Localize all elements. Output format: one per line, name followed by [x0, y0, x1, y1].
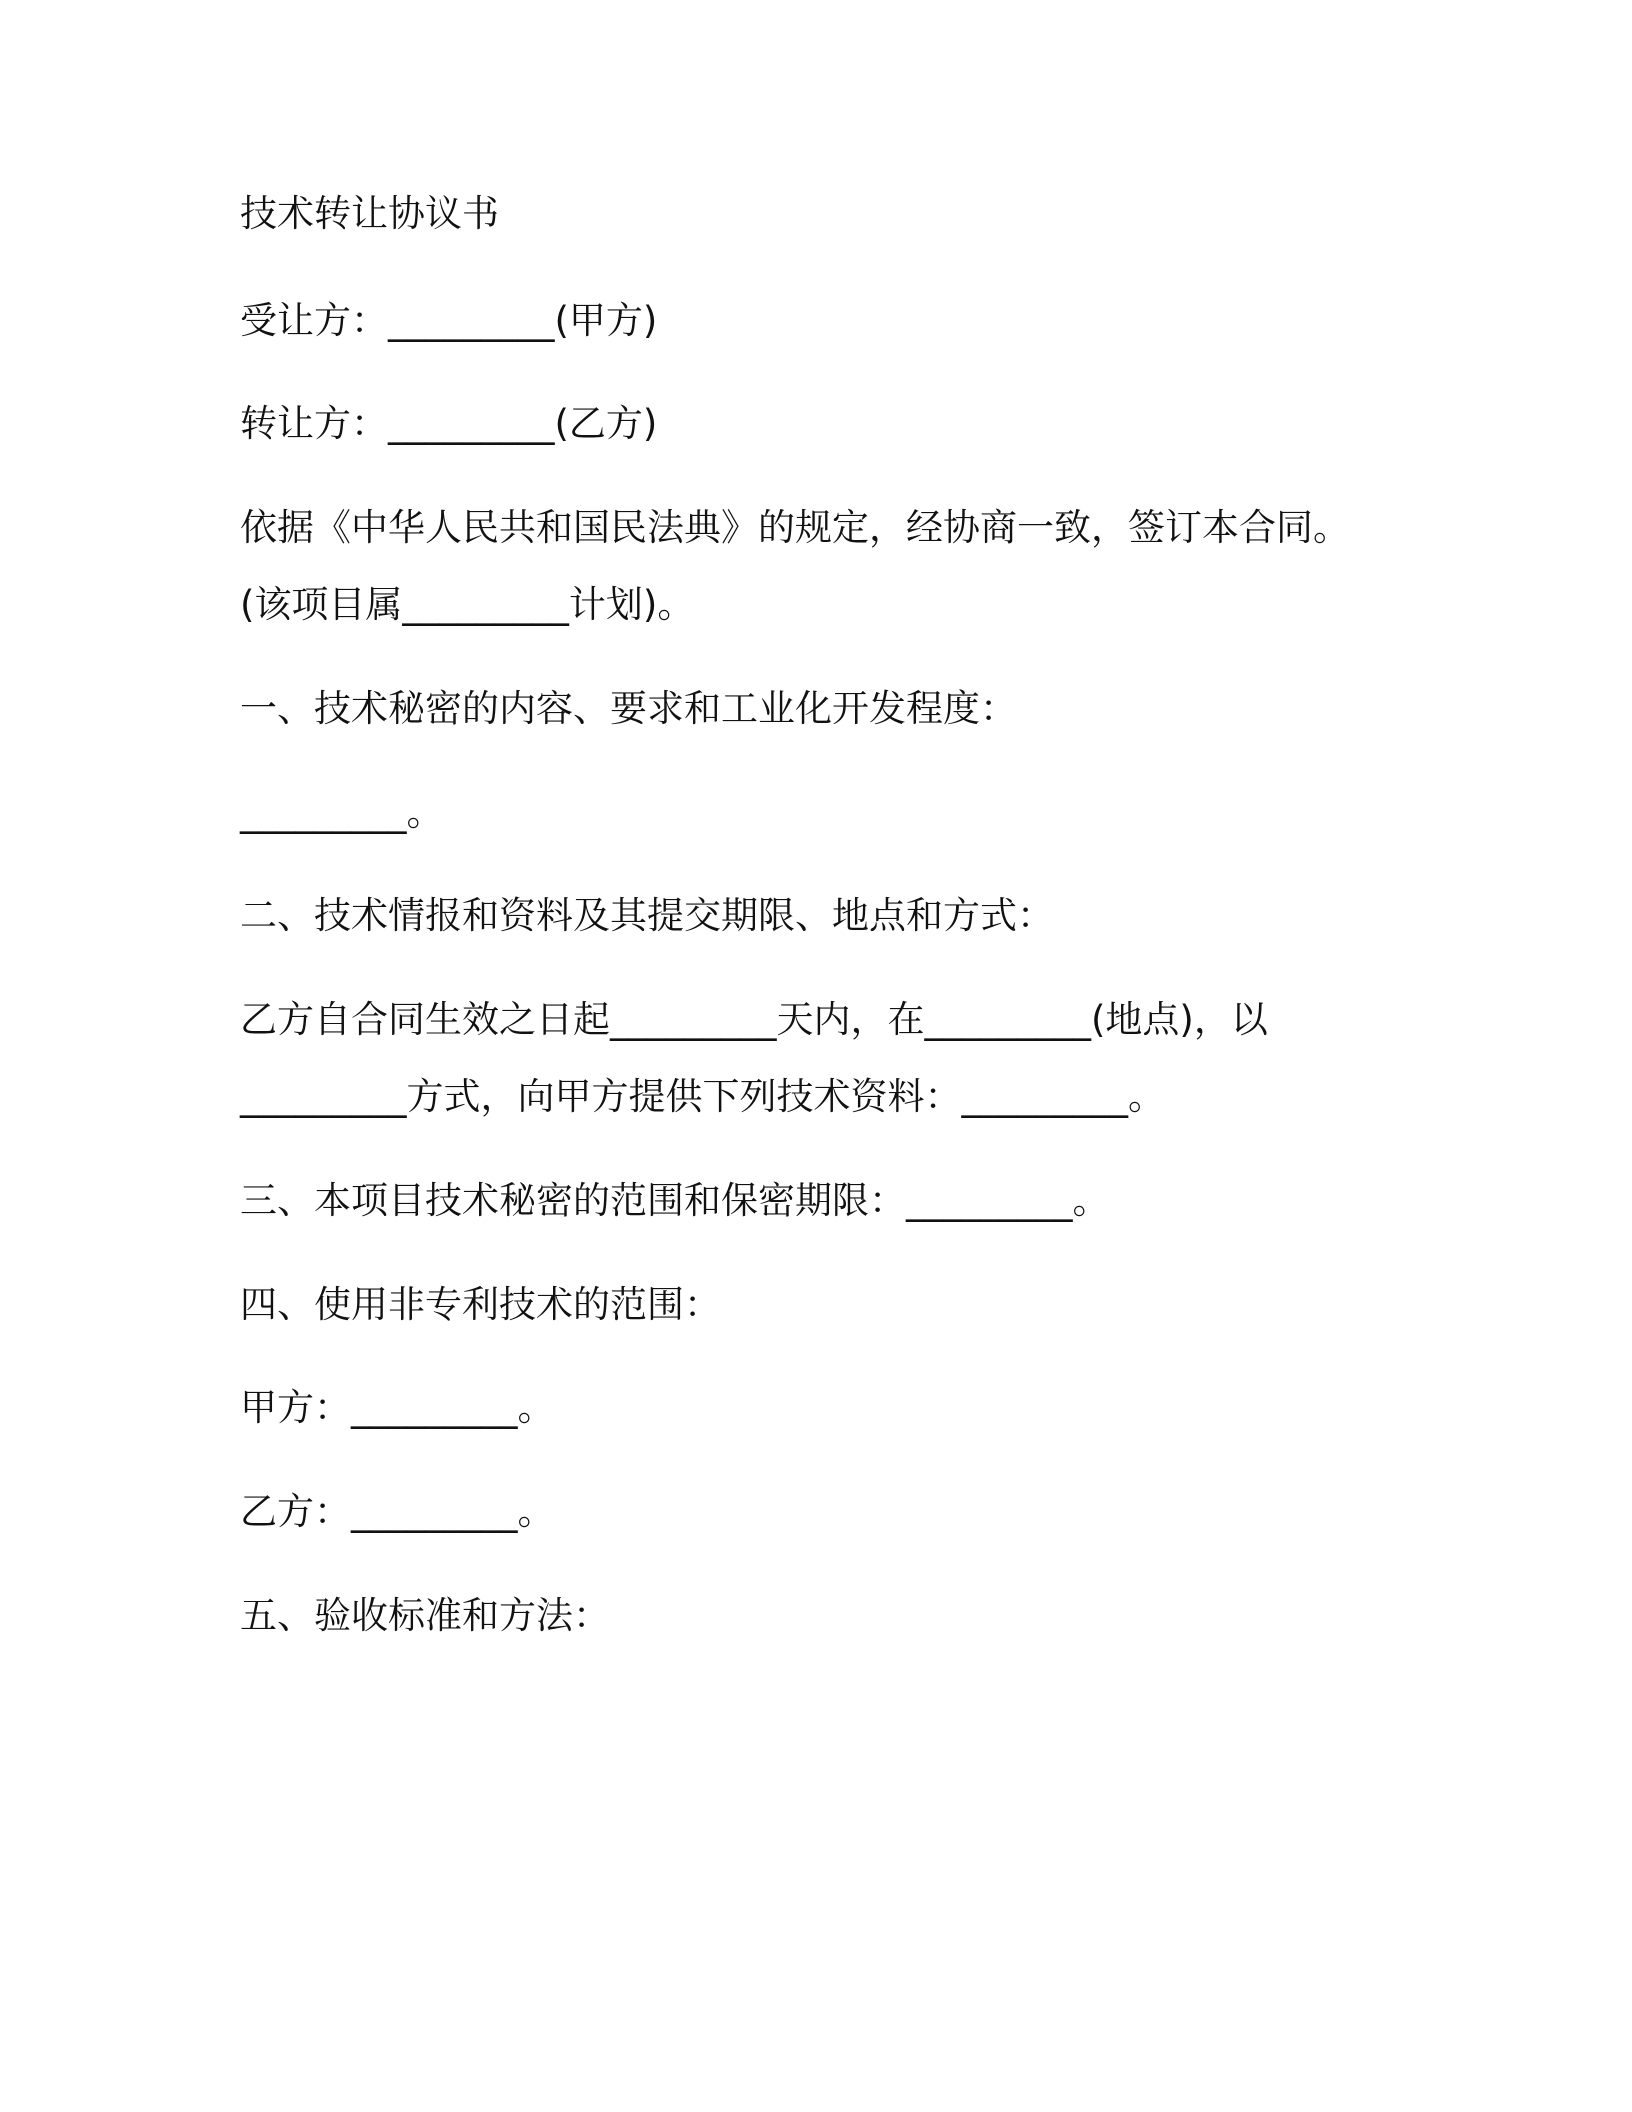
- transferor-line: 转让方：_________(乙方): [240, 402, 658, 445]
- section-5-heading: 五、验收标准和方法：: [240, 1594, 610, 1637]
- document-title: 技术转让协议书: [240, 192, 499, 235]
- section-3-line: 三、本项目技术秘密的范围和保密期限：_________。: [240, 1179, 1110, 1222]
- section-2-heading: 二、技术情报和资料及其提交期限、地点和方式：: [240, 894, 1054, 937]
- project-plan-line: (该项目属_________计划)。: [240, 583, 695, 626]
- section-2-text-2: _________方式，向甲方提供下列技术资料：_________。: [240, 1075, 1165, 1118]
- party-b-scope-line: 乙方：_________。: [240, 1490, 555, 1533]
- party-a-scope-line: 甲方：_________。: [240, 1386, 555, 1429]
- transferee-line: 受让方：_________(甲方): [240, 299, 658, 342]
- legal-basis-line: 依据《中华人民共和国民法典》的规定，经协商一致，签订本合同。: [240, 506, 1350, 549]
- section-2-text-1: 乙方自合同生效之日起_________天内，在_________(地点)，以: [240, 998, 1268, 1041]
- section-1-blank: _________。: [240, 791, 444, 834]
- section-1-heading: 一、技术秘密的内容、要求和工业化开发程度：: [240, 687, 1017, 730]
- section-4-heading: 四、使用非专利技术的范围：: [240, 1283, 721, 1326]
